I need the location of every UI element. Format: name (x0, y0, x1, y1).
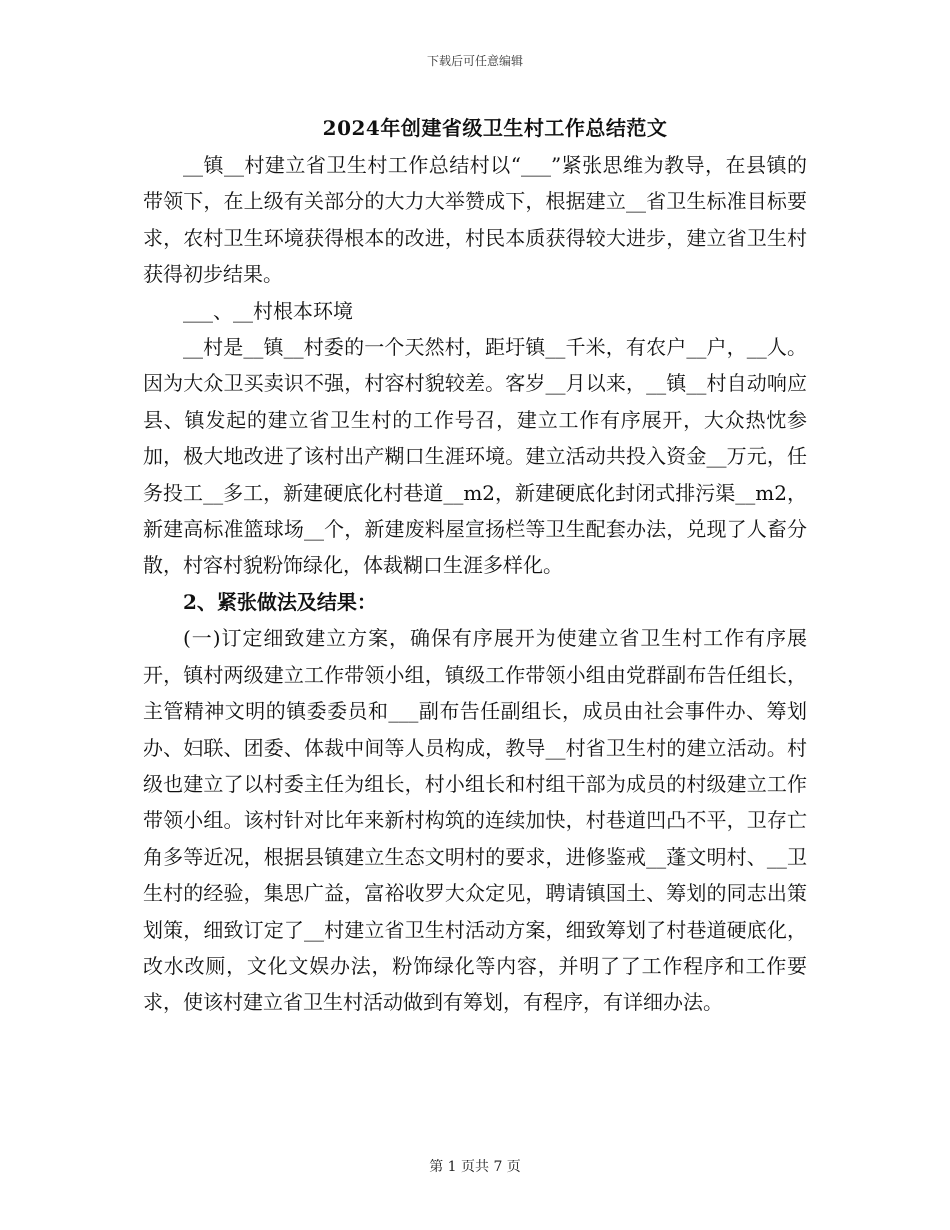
page-number: 第 1 页共 7 页 (429, 1159, 521, 1175)
section-heading-basic-situation: ___、__村根本环境 (183, 298, 353, 323)
intro-paragraph: __镇__村建立省卫生村工作总结村以“___”紧张思维为教导，在县镇的带领下，在上级有关部分的大力大举赞成下，根据建立__省卫生标准目标要求，农村卫生环境获得根本的改进，村民本质获得较大进步，建立省卫生村获得初步结果。 (143, 153, 807, 287)
basic-situation-paragraph: __村是__镇__村委的一个天然村，距圩镇__千米，有农户__户，__人。因为大众卫买卖识不强，村容村貌较差。客岁__月以来，__镇__村自动响应县、镇发起的建立省卫生村的工作号召，建立工作有序展开，大众热忱参加，极大地改进了该村出产糊口生涯环境。建立活动共投入资金__万元，任务投工__多工，新建硬底化村巷道__m2，新建硬底化封闭式排污渠__m2，新建高标准篮球场__个，新建废料屋宣扬栏等卫生配套办法，兑现了人畜分散，村容村貌粉饰绿化，体裁糊口生涯多样化。 (143, 335, 807, 578)
section-heading-main-methods: 2、紧张做法及结果： (183, 589, 377, 614)
plan-paragraph: (一)订定细致建立方案，确保有序展开为使建立省卫生村工作有序展开，镇村两级建立工作带领小组，镇级工作带领小组由党群副布告任组长，主管精神文明的镇委委员和___副布告任副组长，成员由社会事件办、筹划办、妇联、团委、体裁中间等人员构成，教导__村省卫生村的建立活动。村级也建立了以村委主任为组长，村小组长和村组干部为成员的村级建立工作带领小组。该村针对比年来新村构筑的连续加快，村巷道凹凸不平，卫存亡角多等近况，根据县镇建立生态文明村的要求，进修鉴戒__蓬文明村、__卫生村的经验，集思广益，富裕收罗大众定见，聘请镇国土、筹划的同志出策划策，细致订定了__村建立省卫生村活动方案，细致筹划了村巷道硬底化，改水改厕，文化文娱办法，粉饰绿化等内容，并明了了工作程序和工作要求，使该村建立省卫生村活动做到有筹划，有程序，有详细办法。 (143, 626, 807, 1015)
page-header-note: 下载后可任意编辑 (426, 54, 523, 68)
document-title: 2024年创建省级卫生村工作总结范文 (322, 116, 668, 140)
document-body (143, 147, 807, 1021)
